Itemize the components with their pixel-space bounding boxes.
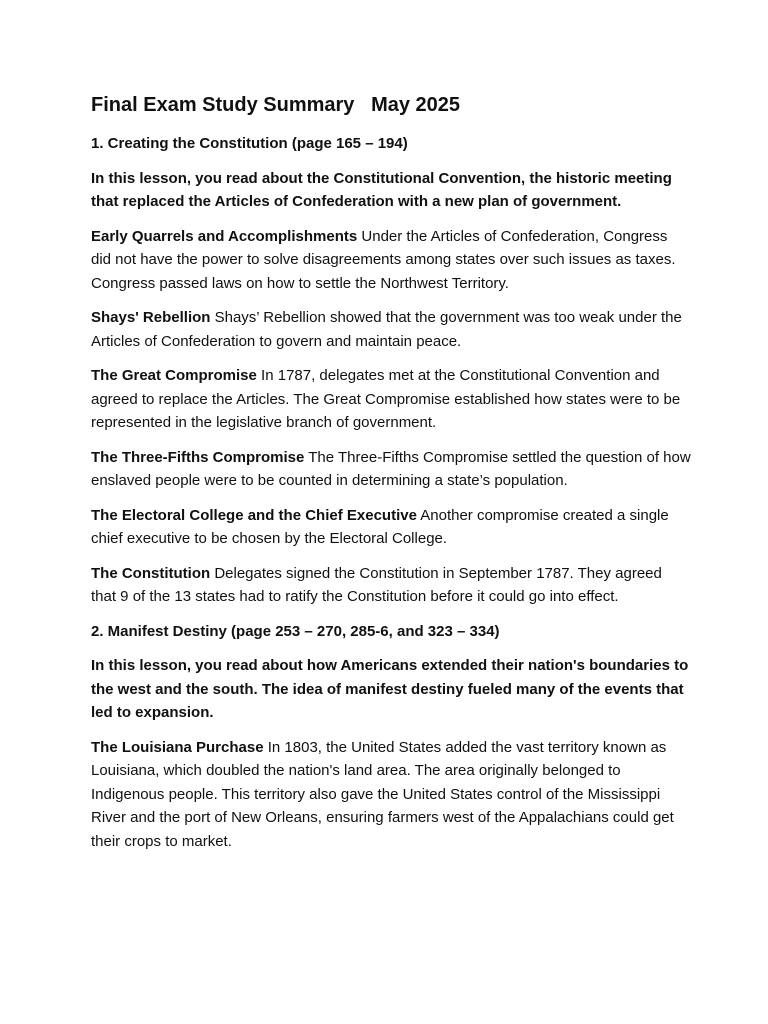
paragraph-text: In 1787, delegates met at the Constitutional Convention and agreed to replace the Articles. The Great Compromise established how states were to be represented in the legislative branch of government.	[91, 367, 681, 431]
paragraph-term: Early Quarrels and Accomplishments	[91, 227, 358, 245]
summary-paragraph	[91, 504, 691, 551]
paragraph-term: The Three-Fifths Compromise	[91, 448, 305, 466]
paragraph-text: Shays’ Rebellion showed that the government was too weak under the Articles of Confederation to govern and maintain peace.	[91, 309, 682, 350]
paragraph-text: Delegates signed the Constitution in September 1787. They agreed that 9 of the 13 states had to ratify the Constitution before it could go into effect.	[91, 564, 662, 605]
summary-paragraph	[91, 225, 691, 296]
summary-paragraph	[91, 562, 691, 609]
section-manifest-destiny	[91, 620, 691, 854]
document-page	[91, 92, 691, 864]
summary-paragraph	[91, 306, 691, 353]
section-intro: In this lesson, you read about how Americans extended their nation's boundaries to the west and the south. The idea of manifest destiny fueled many of the events that led to expansion.	[91, 657, 689, 721]
summary-paragraph	[91, 446, 691, 493]
paragraph-text: The Three-Fifths Compromise settled the question of how enslaved people were to be counted in determining a state’s population.	[91, 448, 691, 489]
paragraph-text: In 1803, the United States added the vast territory known as Louisiana, which doubled the nation's land area. The area originally belonged to Indigenous people. This territory also gave the United States control of the Mississippi River and the port of New Orleans, ensuring farmers west of the Appalachians could get their crops to market.	[91, 738, 674, 850]
paragraph-term: Shays' Rebellion	[91, 309, 211, 326]
paragraph-text: Another compromise created a single chief executive to be chosen by the Electoral College.	[91, 506, 669, 547]
section-heading: 1. Creating the Constitution (page 165 – 194)	[91, 135, 408, 152]
paragraph-term: The Constitution	[91, 564, 211, 582]
section-heading: 2. Manifest Destiny (page 253 – 270, 285-6, and 323 – 334)	[91, 622, 500, 640]
document-title: Final Exam Study Summary May 2025	[91, 94, 461, 116]
summary-paragraph	[91, 364, 691, 435]
paragraph-term: The Great Compromise	[91, 367, 257, 384]
paragraph-text: Under the Articles of Confederation, Congress did not have the power to solve disagreements among states over such issues as taxes. Congress passed laws on how to settle the Northwest Territory.	[91, 227, 676, 292]
section-intro: In this lesson, you read about the Constitutional Convention, the historic meeting that replaced the Articles of Confederation with a new plan of government.	[91, 169, 672, 210]
summary-paragraph	[91, 736, 691, 854]
section-creating-constitution	[91, 132, 691, 609]
paragraph-term: The Electoral College and the Chief Executive	[91, 506, 417, 524]
paragraph-term: The Louisiana Purchase	[91, 738, 264, 756]
